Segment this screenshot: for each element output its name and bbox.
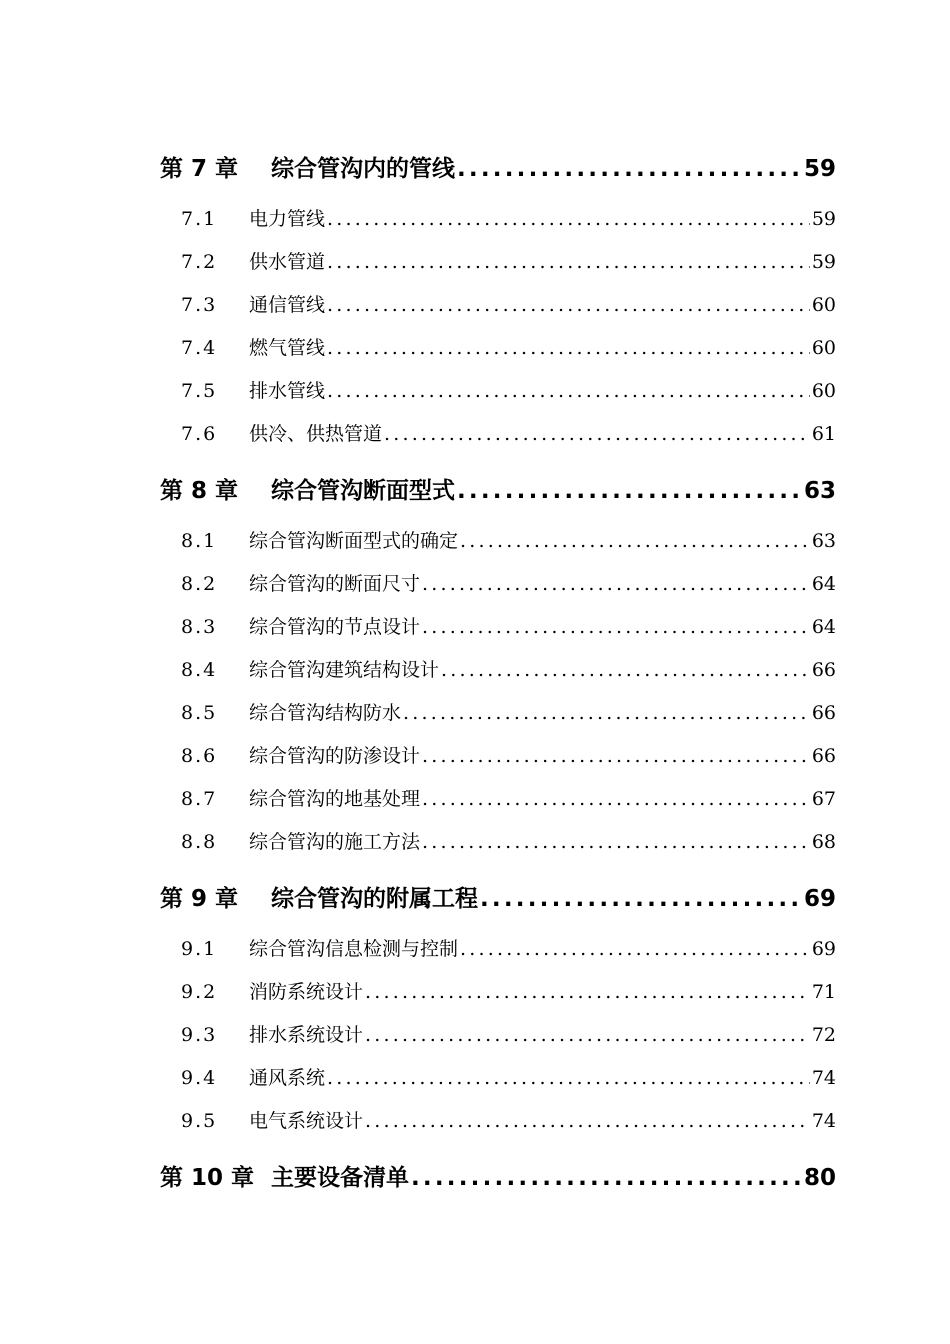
toc-section-8-2[interactable] [160,569,836,612]
section-title: 电力管线 [249,208,326,230]
section-title: 电气系统设计 [249,1110,364,1132]
toc-section-8-3[interactable] [160,612,836,655]
toc-section-8-8[interactable] [160,827,836,870]
section-number: 9.4 [181,1067,218,1089]
section-number: 8.2 [181,573,218,595]
leader-dots [422,831,810,853]
leader-dots [327,251,810,273]
chapter-number: 第 10 章 [160,1165,255,1191]
toc-chapter-8[interactable] [160,472,836,516]
toc-section-9-1[interactable] [160,934,836,977]
leader-dots [411,1165,802,1191]
chapter-title: 综合管沟断面型式 [271,478,455,504]
page-number: 67 [811,788,836,810]
leader-dots [457,156,802,182]
toc-section-7-3[interactable] [160,290,836,333]
leader-dots [441,659,810,681]
section-number: 8.3 [181,616,218,638]
chapter-title: 主要设备清单 [271,1165,409,1191]
section-title: 供水管道 [249,251,326,273]
toc-chapter-7[interactable] [160,150,836,194]
section-title: 综合管沟的地基处理 [249,788,421,810]
section-number: 8.8 [181,831,218,853]
page-number: 61 [811,423,836,445]
page-number: 59 [811,251,836,273]
section-title: 综合管沟的防渗设计 [249,745,421,767]
section-number: 9.5 [181,1110,218,1132]
section-title: 供冷、供热管道 [249,423,383,445]
section-title: 综合管沟信息检测与控制 [249,938,459,960]
chapter-title: 综合管沟的附属工程 [271,886,478,912]
page-number: 63 [803,478,836,504]
toc-section-9-3[interactable] [160,1020,836,1063]
leader-dots [365,1024,810,1046]
section-number: 9.3 [181,1024,218,1046]
leader-dots [422,745,810,767]
leader-dots [460,530,810,552]
page-number: 59 [811,208,836,230]
chapter-number: 第 8 章 [160,478,239,504]
section-title: 综合管沟的节点设计 [249,616,421,638]
page-number: 66 [811,745,836,767]
section-number: 7.3 [181,294,218,316]
page-number: 60 [811,294,836,316]
section-title: 综合管沟建筑结构设计 [249,659,440,681]
page-number: 59 [803,156,836,182]
page-number: 60 [811,380,836,402]
toc-section-9-5[interactable] [160,1106,836,1149]
toc-section-8-6[interactable] [160,741,836,784]
section-number: 7.5 [181,380,218,402]
section-number: 7.4 [181,337,218,359]
page-number: 64 [811,616,836,638]
section-number: 8.1 [181,530,218,552]
section-number: 8.6 [181,745,218,767]
chapter-number: 第 7 章 [160,156,239,182]
section-number: 8.4 [181,659,218,681]
section-title: 综合管沟的施工方法 [249,831,421,853]
section-title: 综合管沟断面型式的确定 [249,530,459,552]
page-number: 72 [811,1024,836,1046]
toc-section-9-4[interactable] [160,1063,836,1106]
leader-dots [460,938,810,960]
toc-section-7-1[interactable] [160,204,836,247]
leader-dots [327,1067,810,1089]
leader-dots [327,380,810,402]
toc-section-8-1[interactable] [160,526,836,569]
section-title: 通风系统 [249,1067,326,1089]
section-number: 8.5 [181,702,218,724]
section-title: 燃气管线 [249,337,326,359]
section-number: 7.6 [181,423,218,445]
section-number: 7.1 [181,208,218,230]
page-number: 64 [811,573,836,595]
leader-dots [327,337,810,359]
leader-dots [365,981,810,1003]
section-title: 排水管线 [249,380,326,402]
page-number: 80 [803,1165,836,1191]
toc-chapter-10[interactable] [160,1159,836,1203]
section-number: 9.1 [181,938,218,960]
leader-dots [422,573,810,595]
toc-section-7-5[interactable] [160,376,836,419]
page-number: 74 [811,1110,836,1132]
section-title: 综合管沟结构防水 [249,702,402,724]
chapter-title: 综合管沟内的管线 [271,156,455,182]
leader-dots [327,294,810,316]
leader-dots [422,788,810,810]
toc-section-8-7[interactable] [160,784,836,827]
section-title: 综合管沟的断面尺寸 [249,573,421,595]
leader-dots [384,423,810,445]
section-number: 9.2 [181,981,218,1003]
toc-section-7-2[interactable] [160,247,836,290]
toc-section-7-6[interactable] [160,419,836,462]
section-number: 8.7 [181,788,218,810]
section-number: 7.2 [181,251,218,273]
leader-dots [327,208,810,230]
page-number: 69 [803,886,836,912]
leader-dots [422,616,810,638]
leader-dots [365,1110,810,1132]
page-number: 69 [811,938,836,960]
leader-dots [480,886,802,912]
page-number: 71 [811,981,836,1003]
page-number: 74 [811,1067,836,1089]
chapter-number: 第 9 章 [160,886,239,912]
table-of-contents [160,150,836,1203]
page-number: 66 [811,702,836,724]
leader-dots [403,702,810,724]
page-number: 60 [811,337,836,359]
toc-section-9-2[interactable] [160,977,836,1020]
toc-section-7-4[interactable] [160,333,836,376]
toc-chapter-9[interactable] [160,880,836,924]
page-number: 63 [811,530,836,552]
page-number: 68 [811,831,836,853]
leader-dots [457,478,802,504]
toc-section-8-4[interactable] [160,655,836,698]
section-title: 通信管线 [249,294,326,316]
section-title: 排水系统设计 [249,1024,364,1046]
section-title: 消防系统设计 [249,981,364,1003]
page-number: 66 [811,659,836,681]
toc-section-8-5[interactable] [160,698,836,741]
